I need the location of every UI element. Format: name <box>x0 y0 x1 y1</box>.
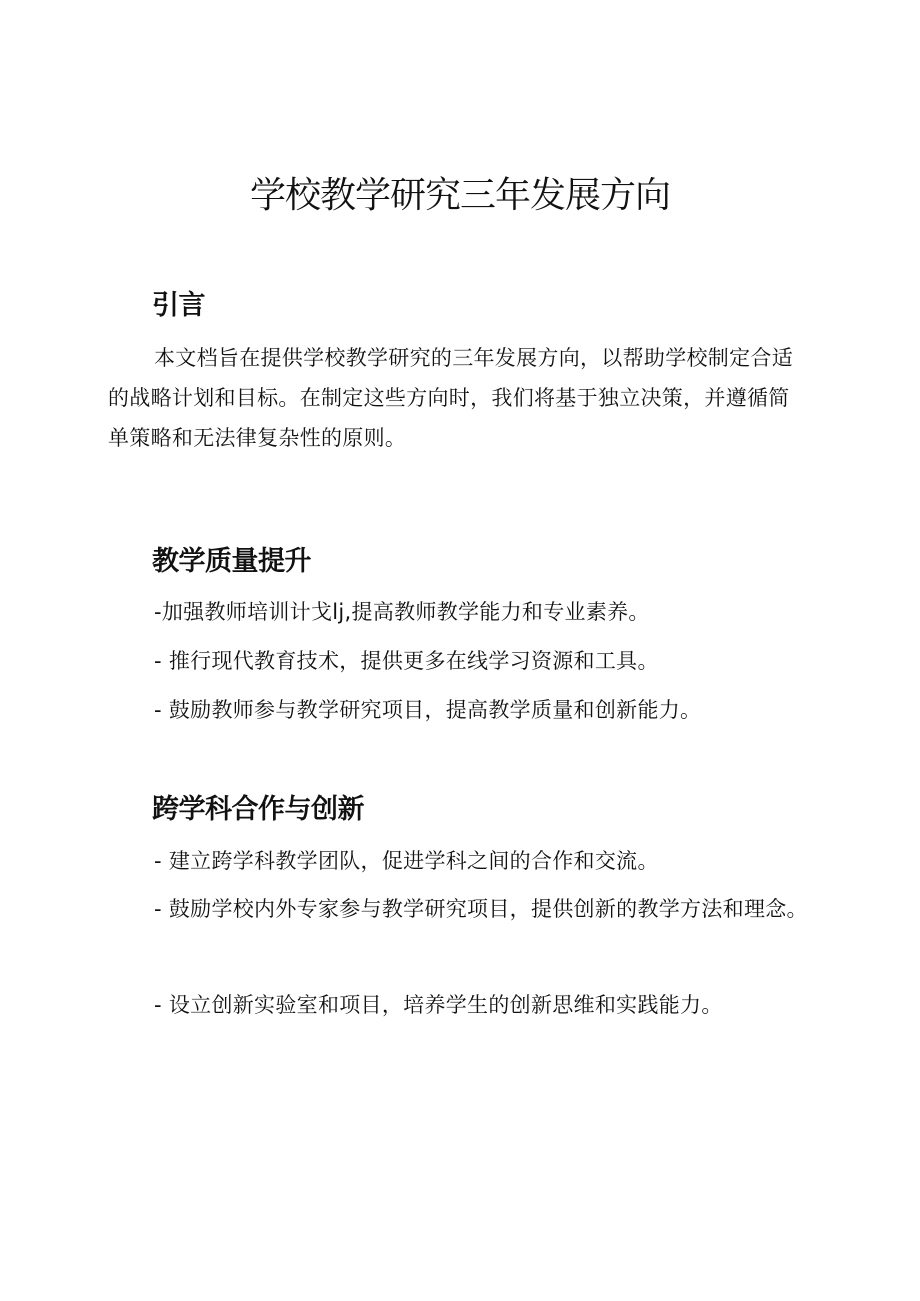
list-item: - 鼓励学校内外专家参与教学研究项目，提供创新的教学方法和理念。 <box>154 897 808 921</box>
list-item: -加强教师培训计戈lj,提高教师教学能力和专业素养。 <box>154 600 650 624</box>
list-item: - 推行现代教育技术，提供更多在线学习资源和工具。 <box>154 649 659 673</box>
document-title: 学校教学研究三年发展方向 <box>249 175 670 216</box>
section-heading-interdisciplinary: 跨学科合作与创新 <box>152 794 364 825</box>
section-heading-introduction: 引言 <box>152 290 205 321</box>
introduction-paragraph: 本文档旨在提供学校教学研究的三年发展方向，以帮助学校制定合适的战略计划和目标。在制定这些方向时，我们将基于独立决策，并遵循简单策略和无法律复杂性的原则。 <box>108 346 793 450</box>
list-item: - 建立跨学科教学团队，促进学科之间的合作和交流。 <box>154 849 659 873</box>
list-item: - 设立创新实验室和项目，培养学生的创新思维和实践能力。 <box>154 993 723 1017</box>
list-item: - 鼓励教师参与教学研究项目，提高教学质量和创新能力。 <box>154 698 702 722</box>
section-heading-teaching-quality: 教学质量提升 <box>152 546 311 577</box>
